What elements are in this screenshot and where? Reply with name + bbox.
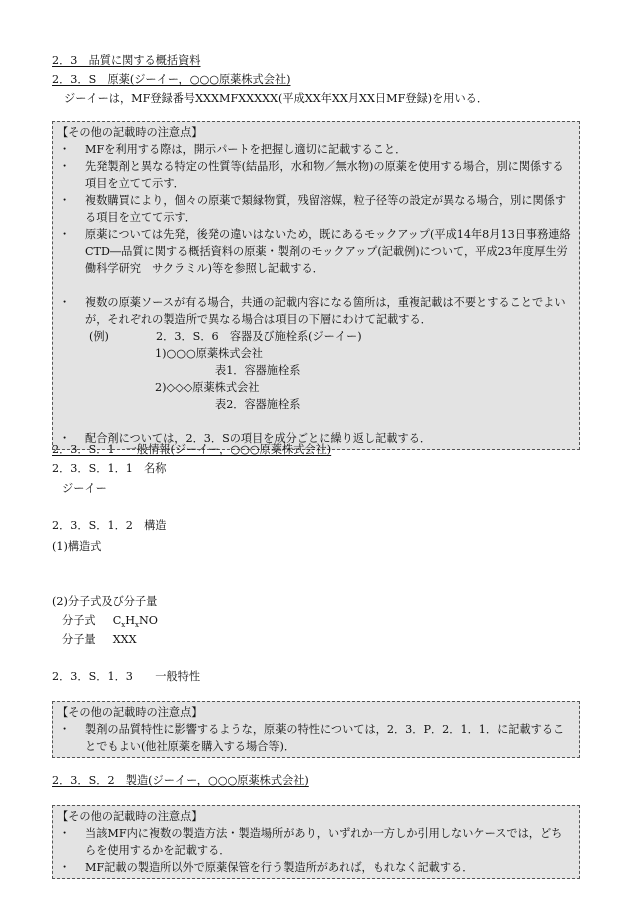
- note-item-text: 製剤の品質特性に影響するような，原薬の特性については，2．3．P．2．1．1．に記載することでもよい(他社原薬を購入する場合等)．: [85, 723, 565, 753]
- example-heading-line: [57, 328, 573, 345]
- note-box-3: [52, 805, 580, 879]
- note-item-text: MFを利用する際は，開示パートを把握し適切に記載すること．: [85, 143, 407, 156]
- general-info-title: 2．3．S．1 一般情報(ジーイー，○○○原薬株式会社): [52, 443, 332, 456]
- note-item-text: 原薬については先発，後発の違いはないため，既にあるモックアップ(平成14年8月13日事務連絡 CTD―品質に関する概括資料の原薬・製剤のモックアップ(記載例)について，平成23年度厚生労働科学研究 サクラミル)等を参照し記載する．: [85, 228, 582, 275]
- note-box-3-header: 【その他の記載時の注意点】: [57, 810, 203, 823]
- section-title: 2．3 品質に関する概括資料: [52, 54, 201, 67]
- molecular-formula: $C_xH_xNO$: [112, 614, 158, 630]
- drug-substance-body: ジーイーは，MF登録番号XXXMFXXXXX(平成XX年XX月XX日MF登録)を用いる．: [64, 92, 489, 105]
- structure-heading: 2．3．S．1．2 構造: [52, 519, 167, 532]
- note-item-text: 配合剤については，2．3．Sの項目を成分ごとに繰り返し記載する．: [85, 432, 432, 445]
- example-label: (例): [89, 330, 109, 343]
- molecular-formula-label: 分子式: [62, 614, 96, 627]
- note-item: ・ MFを利用する際は，開示パートを把握し適切に記載すること．: [57, 141, 573, 158]
- molecular-formula-line: [62, 612, 158, 629]
- structural-formula-label: (1)構造式: [52, 540, 102, 553]
- note-box-1-header: 【その他の記載時の注意点】: [57, 126, 203, 139]
- example-line: 1)○○○原薬株式会社: [155, 347, 263, 360]
- note-item-text: 複数購買により，個々の原薬で類縁物質，残留溶媒，粒子径等の設定が異なる場合，別に関係する項目を立てて示す．: [85, 194, 567, 224]
- note-box-2-header: 【その他の記載時の注意点】: [57, 706, 203, 719]
- molecular-weight-value: XXX: [112, 633, 137, 646]
- molecular-weight-line: [62, 631, 137, 648]
- note-item: ・ 配合剤については，2．3．Sの項目を成分ごとに繰り返し記載する．: [57, 430, 573, 447]
- note-box-2: [52, 701, 580, 758]
- name-heading: 2．3．S．1．1 名称: [52, 462, 167, 475]
- note-item-text: 当該MF内に複数の製造方法・製造場所があり，いずれか一方しか引用しないケースでは，どちらを使用するかを記載する．: [85, 827, 563, 857]
- manufacture-title: 2．3．S．2 製造(ジーイー，○○○原薬株式会社): [52, 774, 309, 787]
- example-line: 2)◇◇◇原薬株式会社: [155, 381, 260, 394]
- formula-weight-label: (2)分子式及び分子量: [52, 595, 158, 608]
- example-line: 表2．容器施栓系: [215, 398, 301, 411]
- note-item: ・ 複数購買により，個々の原薬で類縁物質，残留溶媒，粒子径等の設定が異なる場合，別に関係する項目を立てて示す．: [57, 192, 573, 226]
- note-item: ・ 当該MF内に複数の製造方法・製造場所があり，いずれか一方しか引用しないケースでは，どちらを使用するかを記載する．: [57, 825, 573, 859]
- example-line: 表1．容器施栓系: [215, 364, 301, 377]
- note-item: ・ 複数の原薬ソースが有る場合，共通の記載内容になる箇所は，重複記載は不要とすることでよいが，それぞれの製造所で異なる場合は項目の下層にわけて記載する．: [57, 294, 573, 328]
- note-item: ・ 先発製剤と異なる特定の性質等(結晶形，水和物／無水物)の原薬を使用する場合，別に関係する項目を立てて示す．: [57, 158, 573, 192]
- note-item-text: 先発製剤と異なる特定の性質等(結晶形，水和物／無水物)の原薬を使用する場合，別に関係する項目を立てて示す．: [85, 160, 564, 190]
- note-item-text: 複数の原薬ソースが有る場合，共通の記載内容になる箇所は，重複記載は不要とすることでよいが，それぞれの製造所で異なる場合は項目の下層にわけて記載する．: [85, 296, 566, 326]
- note-item-text: MF記載の製造所以外で原薬保管を行う製造所があれば，もれなく記載する．: [85, 861, 474, 874]
- properties-heading: 2．3．S．1．3 一般特性: [52, 670, 201, 683]
- note-box-1: [52, 121, 580, 450]
- note-item: ・ 製剤の品質特性に影響するような，原薬の特性については，2．3．P．2．1．1．に記載することでもよい(他社原薬を購入する場合等)．: [57, 721, 573, 755]
- drug-substance-title: 2．3．S 原薬(ジーイー，○○○原薬株式会社): [52, 73, 291, 86]
- note-item: ・ 原薬については先発，後発の違いはないため，既にあるモックアップ(平成14年8月13日事務連絡 CTD―品質に関する概括資料の原薬・製剤のモックアップ(記載例)について，平成23年度厚生労働科学研究 サクラミル)等を参照し記載する．: [59, 228, 582, 275]
- molecular-weight-label: 分子量: [62, 633, 96, 646]
- example-heading: 2．3．S．6 容器及び施栓系(ジーイー): [156, 330, 362, 343]
- note-item: ・ MF記載の製造所以外で原薬保管を行う製造所があれば，もれなく記載する．: [57, 859, 573, 876]
- name-value: ジーイー: [62, 482, 107, 495]
